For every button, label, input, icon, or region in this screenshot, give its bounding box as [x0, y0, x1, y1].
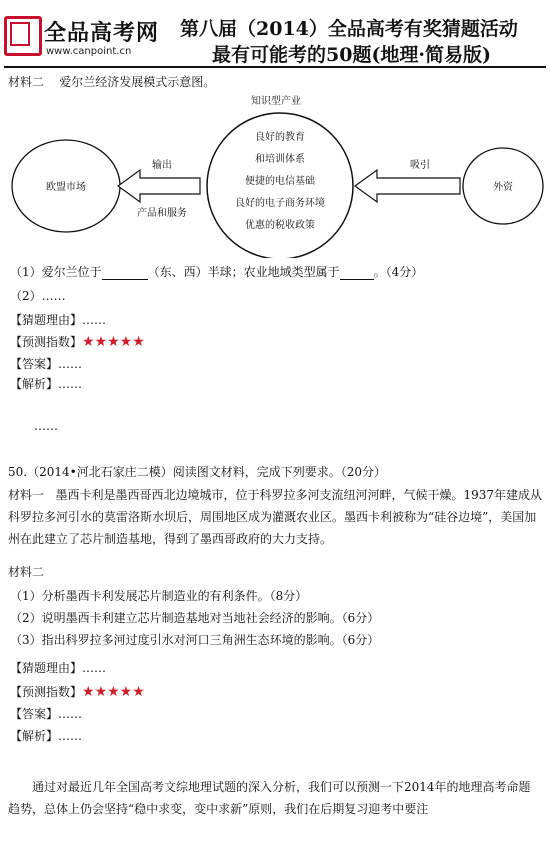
index-line — [10, 684, 145, 700]
center-item: 和培训体系 — [255, 154, 305, 165]
answer-line: 【答案】…… — [10, 357, 83, 371]
q1-mid: （东、西）半球；农业地域类型属于 — [147, 265, 340, 279]
q1-suffix: 。（4分） — [373, 265, 424, 279]
logo-mark-inner — [10, 22, 30, 46]
index-label: 【预测指数】 — [10, 335, 83, 349]
material2-label-2: 材料二 — [8, 565, 45, 579]
material2-label: 材料二 — [8, 75, 45, 89]
q50-sub2: （2）说明墨西卡利建立芯片制造基地对当地社会经济的影响。（6分） — [10, 611, 380, 625]
answer-line: 【答案】…… — [10, 707, 83, 721]
material2-caption: 爱尔兰经济发展模式示意图。 — [59, 75, 216, 89]
q50-sub1: （1）分析墨西卡利发展芯片制造业的有利条件。（8分） — [10, 589, 308, 603]
closing-paragraph: 通过对最近几年全国高考文综地理试题的深入分析，我们可以预测一下2014年的地理高考命题趋势，总体上仍会坚持“稳中求变，变中求新”原则，我们在后期复习迎考中要注 — [8, 780, 531, 816]
logo-url: www.canpoint.cn — [46, 46, 132, 57]
rating-stars: ★★★★★ — [82, 684, 145, 700]
center-item: 优惠的税收政策 — [245, 220, 315, 231]
material1-label: 材料一 — [8, 488, 45, 502]
q1-line — [10, 264, 423, 280]
q2-line: （2）…… — [10, 289, 66, 303]
header-divider — [4, 66, 546, 68]
page-title-line2: 最有可能考的50题(地理·简易版) — [212, 44, 492, 66]
rating-stars: ★★★★★ — [82, 334, 145, 350]
q50-material1 — [8, 484, 542, 550]
center-item: 良好的电子商务环境 — [235, 198, 325, 209]
index-line — [10, 334, 145, 350]
eu-market-label: 欧盟市场 — [46, 182, 86, 193]
attract-arrow — [355, 170, 460, 202]
attract-arrow-label: 吸引 — [410, 160, 430, 171]
ireland-economy-diagram — [0, 88, 550, 258]
output-arrow — [118, 170, 200, 202]
output-arrow-label: 输出 — [152, 160, 172, 171]
center-item: 便捷的电信基础 — [245, 176, 315, 187]
q50-head: 50.（2014•河北石家庄二模）阅读图文材料，完成下列要求。（20分） — [8, 465, 386, 479]
foreign-capital-label: 外资 — [493, 182, 513, 193]
material1-text: 墨西卡利是墨西哥西北边境城市，位于科罗拉多河支流纽河河畔，气候干燥。1937年建成从科罗拉多河引水的莫雷洛斯水坝后，周围地区成为灌溉农业区。墨西卡利被称为“硅谷边境”，美国加州在此建立了芯片制造基地，得到了墨西哥政府的大力支持。 — [8, 488, 543, 546]
page-title-line1: 第八届（2014）全品高考有奖猜题活动 — [180, 18, 518, 40]
analysis-line: 【解析】…… — [10, 377, 83, 391]
center-title: 知识型产业 — [251, 96, 301, 107]
center-item: 良好的教育 — [255, 132, 305, 143]
ellipsis: …… — [34, 419, 58, 433]
reason-line: 【猜题理由】…… — [10, 313, 107, 327]
analysis-line: 【解析】…… — [10, 729, 83, 743]
answer-blank[interactable] — [102, 267, 148, 280]
q50-sub3: （3）指出科罗拉多河过度引水对河口三角洲生态环境的影响。（6分） — [10, 633, 380, 647]
q1-prefix: （1）爱尔兰位于 — [10, 265, 102, 279]
reason-line: 【猜题理由】…… — [10, 661, 107, 675]
logo-text: 全品高考网 — [44, 20, 160, 46]
index-label: 【预测指数】 — [10, 685, 83, 699]
answer-blank[interactable] — [340, 267, 374, 280]
output-arrow-sublabel: 产品和服务 — [137, 208, 187, 219]
